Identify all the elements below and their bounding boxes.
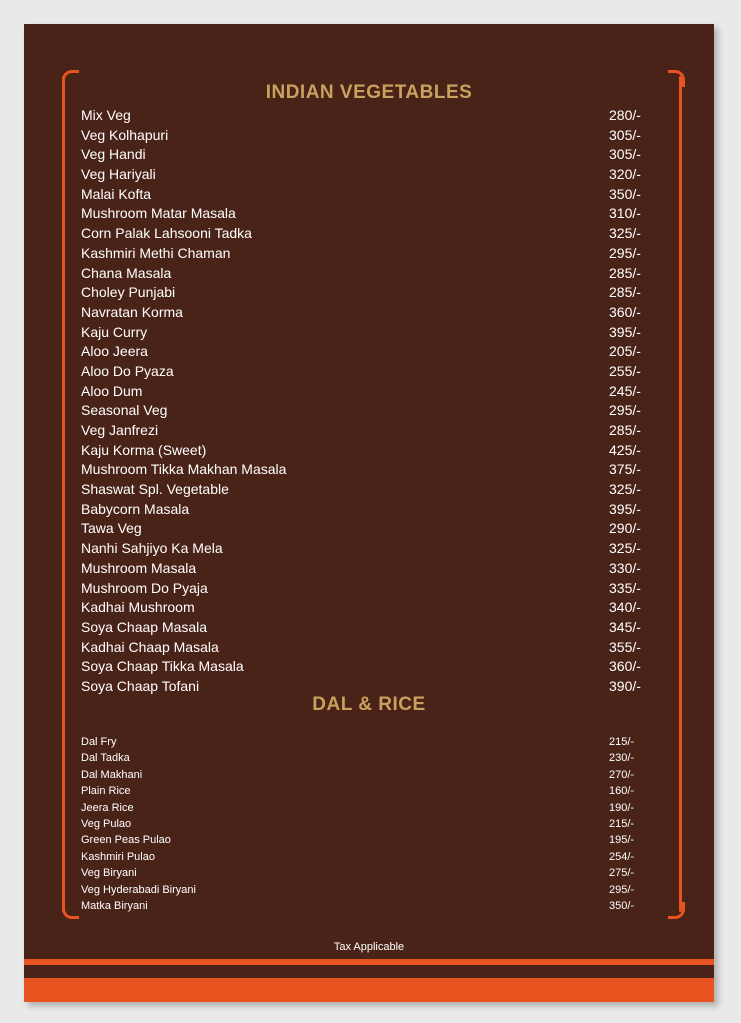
menu-item-name: Mushroom Do Pyaja (81, 579, 208, 596)
menu-item (81, 750, 651, 766)
menu-item-price: 305/- (609, 126, 641, 143)
menu-item-price: 195/- (609, 834, 635, 847)
menu-item (81, 598, 651, 618)
menu-item-name: Veg Hyderabadi Biryani (81, 883, 196, 896)
menu-item-price: 295/- (609, 883, 635, 896)
menu-item-name: Chana Masala (81, 264, 172, 281)
menu-item-price: 160/- (609, 785, 635, 798)
menu-item (81, 783, 651, 799)
menu-item-name: Veg Kolhapuri (81, 126, 169, 143)
menu-item (81, 898, 651, 914)
menu-item-price: 325/- (609, 540, 641, 557)
menu-item (81, 500, 651, 520)
menu-item (81, 185, 651, 205)
menu-item-name: Kaju Korma (Sweet) (81, 441, 207, 458)
menu-item-price: 285/- (609, 284, 641, 301)
menu-item-price: 215/- (609, 736, 635, 748)
menu-item-name: Dal Makhani (81, 768, 143, 781)
menu-item-name: Babycorn Masala (81, 500, 190, 517)
menu-item-price: 395/- (609, 323, 641, 340)
menu-item-name: Kashmiri Pulao (81, 850, 155, 863)
menu-item (81, 539, 651, 559)
menu-item-price: 305/- (609, 146, 641, 163)
menu-item-name: Tawa Veg (81, 520, 142, 537)
tax-note: Tax Applicable (333, 941, 405, 953)
menu-item (81, 832, 651, 848)
menu-item-price: 390/- (609, 677, 641, 694)
menu-item-price: 345/- (609, 618, 641, 635)
section-title-indian-vegetables: INDIAN VEGETABLES (265, 82, 473, 103)
menu-item-price: 270/- (609, 768, 635, 781)
menu-item-name: Kadhai Chaap Masala (81, 638, 219, 655)
menu-item-name: Kaju Curry (81, 323, 148, 340)
menu-item (81, 579, 651, 599)
menu-item (81, 421, 651, 441)
menu-item-price: 285/- (609, 422, 641, 438)
menu-item-price: 360/- (609, 658, 641, 675)
footer-stripe-thin (24, 959, 714, 965)
menu-item (81, 816, 651, 832)
menu-item-name: Malai Kofta (81, 185, 152, 202)
menu-item-name: Plain Rice (81, 785, 131, 798)
dal-rice-list (81, 734, 651, 914)
menu-item (81, 460, 651, 480)
menu-item-price: 310/- (609, 205, 641, 222)
menu-item-price: 350/- (609, 185, 641, 202)
menu-item-name: Choley Punjabi (81, 284, 176, 301)
menu-item-name: Aloo Jeera (81, 343, 148, 360)
menu-item-name: Soya Chaap Tikka Masala (81, 658, 244, 675)
menu-item-name: Aloo Dum (81, 382, 143, 399)
menu-item-name: Veg Janfrezi (81, 422, 159, 438)
indian-vegetables-list (81, 106, 651, 697)
menu-item-price: 350/- (609, 899, 635, 912)
menu-item-name: Soya Chaap Masala (81, 618, 208, 635)
menu-item-price: 190/- (609, 801, 635, 814)
menu-item (81, 165, 651, 185)
menu-item-price: 290/- (609, 520, 641, 537)
menu-item (81, 323, 651, 343)
menu-item-name: Mushroom Masala (81, 559, 197, 576)
menu-item-price: 295/- (609, 402, 641, 419)
menu-item (81, 638, 651, 658)
section-title-dal-rice: DAL & RICE (312, 694, 426, 715)
menu-item-price: 280/- (609, 107, 641, 123)
menu-item-price: 325/- (609, 481, 641, 498)
menu-item (81, 800, 651, 816)
menu-item-price: 360/- (609, 303, 641, 320)
menu-item-name: Veg Hariyali (81, 166, 156, 183)
menu-item (81, 849, 651, 865)
menu-item-name: Corn Palak Lahsooni Tadka (81, 225, 252, 242)
menu-item (81, 441, 651, 461)
footer-stripe-thick (24, 978, 714, 1002)
menu-item-name: Shaswat Spl. Vegetable (81, 481, 229, 498)
menu-item-price: 254/- (609, 850, 635, 863)
menu-item-name: Mushroom Tikka Makhan Masala (81, 461, 287, 478)
menu-item-price: 375/- (609, 461, 641, 478)
menu-item (81, 882, 651, 898)
menu-item-price: 330/- (609, 559, 641, 576)
menu-item (81, 767, 651, 783)
menu-item (81, 126, 651, 146)
menu-page (24, 24, 714, 1002)
menu-item-price: 295/- (609, 244, 641, 261)
menu-item-name: Dal Fry (81, 736, 117, 748)
corner-ornament-bottom-left (62, 902, 79, 919)
menu-item (81, 145, 651, 165)
menu-item (81, 106, 651, 126)
menu-item-price: 395/- (609, 500, 641, 517)
menu-item-name: Kadhai Mushroom (81, 599, 195, 616)
corner-ornament-bottom-right (668, 902, 685, 919)
menu-item-price: 275/- (609, 867, 635, 880)
menu-item-price: 230/- (609, 752, 635, 765)
menu-item (81, 480, 651, 500)
menu-item (81, 657, 651, 677)
menu-item-price: 340/- (609, 599, 641, 616)
menu-item-name: Matka Biryani (81, 899, 148, 912)
menu-item-name: Veg Pulao (81, 817, 132, 830)
menu-item-name: Mushroom Matar Masala (81, 205, 236, 222)
menu-item (81, 865, 651, 881)
menu-item-name: Kashmiri Methi Chaman (81, 244, 231, 261)
menu-item-name: Nanhi Sahjiyo Ka Mela (81, 540, 223, 557)
right-border-line (679, 76, 682, 912)
menu-item-name: Aloo Do Pyaza (81, 362, 174, 379)
menu-item (81, 559, 651, 579)
menu-item-price: 245/- (609, 382, 641, 399)
menu-item-name: Green Peas Pulao (81, 834, 171, 847)
menu-item-price: 425/- (609, 441, 641, 458)
menu-item (81, 283, 651, 303)
menu-item-price: 215/- (609, 817, 635, 830)
menu-item-price: 335/- (609, 579, 641, 596)
menu-item (81, 401, 651, 421)
menu-item (81, 204, 651, 224)
menu-item-price: 325/- (609, 225, 641, 242)
menu-item (81, 734, 651, 750)
menu-item (81, 264, 651, 284)
menu-item-name: Soya Chaap Tofani (81, 677, 200, 694)
menu-item-name: Veg Biryani (81, 867, 137, 880)
menu-item (81, 618, 651, 638)
menu-item (81, 519, 651, 539)
menu-item (81, 244, 651, 264)
menu-item (81, 303, 651, 323)
menu-item-name: Mix Veg (81, 107, 131, 123)
menu-item (81, 362, 651, 382)
menu-item-name: Dal Tadka (81, 752, 130, 765)
menu-item-price: 255/- (609, 362, 641, 379)
left-border-line (62, 76, 65, 912)
menu-item (81, 342, 651, 362)
menu-item-price: 320/- (609, 166, 641, 183)
menu-item-price: 205/- (609, 343, 641, 360)
menu-item-name: Veg Handi (81, 146, 146, 163)
menu-item-name: Navratan Korma (81, 303, 183, 320)
menu-item (81, 382, 651, 402)
menu-item-name: Seasonal Veg (81, 402, 168, 419)
menu-item-price: 355/- (609, 638, 641, 655)
menu-item (81, 224, 651, 244)
menu-item-price: 285/- (609, 264, 641, 281)
menu-item-name: Jeera Rice (81, 801, 134, 814)
